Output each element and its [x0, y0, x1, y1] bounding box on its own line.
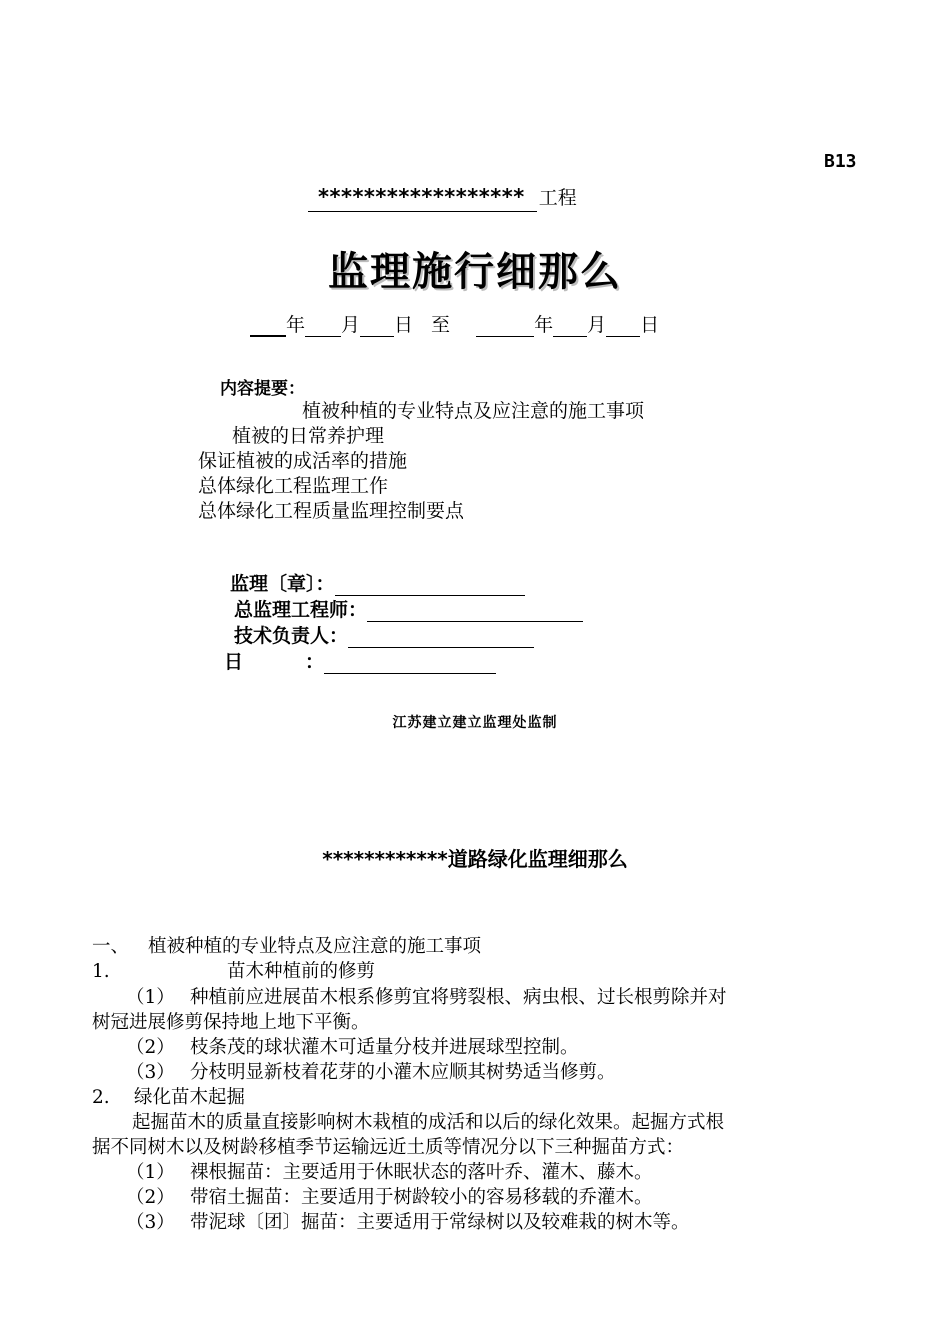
project-name: ******************	[308, 183, 537, 212]
signature-row-date	[224, 647, 496, 674]
year-label: 年	[286, 314, 306, 336]
paragraph-line: 起掘苗木的质量直接影响树木栽植的成活和以后的绿化效果。起掘方式根	[132, 1112, 725, 1133]
issuer-line: 江苏建立建立监理处监制	[392, 715, 558, 731]
paragraph-text: 种植前应进展苗木根系修剪宜将劈裂根、病虫根、过长根剪除并对	[190, 987, 727, 1008]
date-range-line	[250, 310, 659, 337]
project-name-line	[308, 183, 577, 212]
month-blank	[305, 314, 341, 337]
month-label-2: 月	[587, 314, 607, 336]
section-number: 一、	[92, 936, 130, 957]
item-marker: （3）	[126, 1062, 175, 1083]
year-blank-2	[476, 314, 534, 337]
summary-item: 植被种植的专业特点及应注意的施工事项	[302, 400, 645, 422]
paragraph-line	[126, 1158, 653, 1184]
paragraph-text: 带宿土掘苗：主要适用于树龄较小的容易移载的乔灌木。	[190, 1187, 653, 1208]
signature-label: 技术负责人：	[234, 625, 349, 647]
signature-colon: ：	[305, 651, 325, 673]
item-marker: （1）	[126, 1162, 175, 1183]
paragraph-text: 裸根掘苗：主要适用于休眠状态的落叶乔、灌木、藤木。	[190, 1162, 653, 1183]
paragraph-line	[126, 1033, 579, 1059]
signature-row-technical-lead	[234, 621, 534, 648]
year-label-2: 年	[534, 314, 554, 336]
paragraph-text: 分枝明显新枝着花芽的小灌木应顺其树势适当修剪。	[190, 1062, 616, 1083]
signature-label: 日	[224, 651, 244, 673]
paragraph-line	[126, 983, 727, 1009]
subheading	[92, 957, 375, 983]
month-blank-2	[553, 314, 587, 337]
day-label: 日	[394, 314, 414, 336]
cover-title: 监理施行细那么	[328, 249, 622, 295]
summary-item: 总体绿化工程监理工作	[198, 475, 389, 497]
subheading-text: 苗木种植前的修剪	[227, 961, 376, 982]
signature-row-chief-engineer	[234, 595, 583, 622]
day-blank	[360, 314, 394, 337]
item-marker: （1）	[126, 987, 175, 1008]
document-title: ************道路绿化监理细那么	[322, 847, 628, 871]
subheading-number: 1.	[92, 961, 110, 982]
signature-line	[324, 653, 496, 674]
subheading-number: 2.	[92, 1087, 110, 1108]
signature-label: 总监理工程师：	[234, 599, 368, 621]
paragraph-line: 据不同树木以及树龄移植季节运输远近土质等情况分以下三种掘苗方式：	[92, 1137, 685, 1158]
day-label-2: 日	[640, 314, 660, 336]
summary-item: 保证植被的成活率的措施	[198, 450, 408, 472]
to-label: 至	[431, 314, 451, 336]
month-label: 月	[341, 314, 361, 336]
day-blank-2	[606, 314, 640, 337]
paragraph-line: 树冠进展修剪保持地上地下平衡。	[92, 1012, 370, 1033]
project-suffix: 工程	[538, 187, 577, 209]
paragraph-text: 带泥球〔团〕掘苗：主要适用于常绿树以及较难栽的树木等。	[190, 1212, 690, 1233]
subheading	[92, 1083, 245, 1109]
paragraph-line	[126, 1208, 690, 1234]
signature-line	[367, 601, 583, 622]
section-heading	[92, 932, 481, 958]
signature-row-supervisor-seal	[230, 569, 525, 596]
summary-label: 内容提要：	[220, 379, 305, 399]
signature-line	[348, 627, 534, 648]
item-marker: （3）	[126, 1212, 175, 1233]
paragraph-text: 枝条茂的球状灌木可适量分枝并进展球型控制。	[190, 1037, 579, 1058]
signature-label: 监理〔章〕：	[230, 573, 335, 595]
document-code: B13	[824, 151, 857, 172]
signature-line	[335, 575, 525, 596]
section-text: 植被种植的专业特点及应注意的施工事项	[148, 936, 482, 957]
paragraph-line	[126, 1183, 653, 1209]
summary-item: 总体绿化工程质量监理控制要点	[198, 500, 465, 522]
year-blank	[250, 313, 286, 337]
paragraph-line	[126, 1058, 616, 1084]
summary-item: 植被的日常养护理	[232, 425, 385, 447]
item-marker: （2）	[126, 1037, 175, 1058]
subheading-text: 绿化苗木起掘	[134, 1087, 246, 1108]
item-marker: （2）	[126, 1187, 175, 1208]
